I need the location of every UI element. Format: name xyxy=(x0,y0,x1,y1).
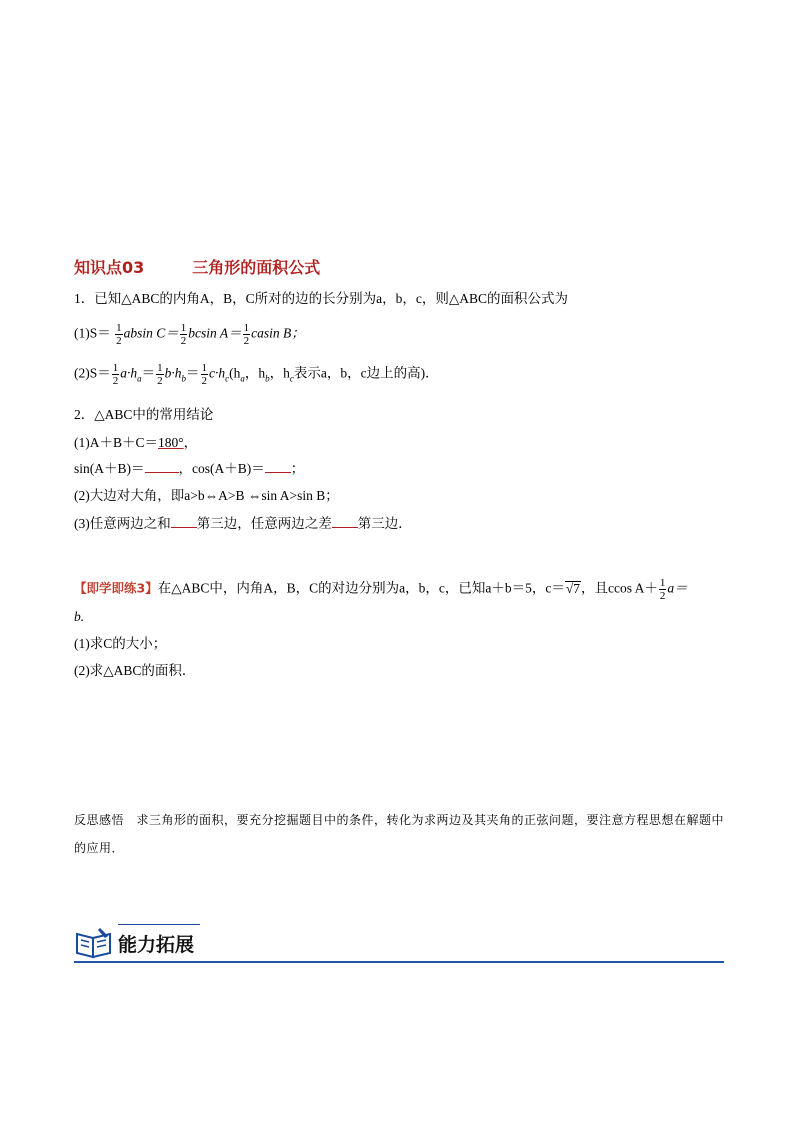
paragraph-1: 1．已知△ABC的内角A，B，C所对的边的长分别为a，b，c，则△ABC的面积公式为 xyxy=(74,291,569,306)
knowledge-point-heading xyxy=(74,255,320,278)
section-title: 能力拓展 xyxy=(118,934,195,956)
formula-2: (2)S＝ $\frac{1}{2}$ $a\cdot h_a=$ $\frac{1}{2}$ $b\cdot h_b=$ $\frac{1}{2}$ $c\cdot h_c(h_a$，$h_b$，$h_c$表示a，b，c边上的高)． xyxy=(74,362,439,387)
paragraph-2: 2．△ABC中的常用结论 xyxy=(74,407,214,422)
exercise-continuation: b. xyxy=(74,609,85,624)
section-top-rule xyxy=(118,924,200,925)
question-2: (2)求△ABC的面积． xyxy=(74,663,196,678)
answer-blank[interactable] xyxy=(265,460,291,473)
answer-blank[interactable] xyxy=(145,460,179,473)
answer-blank[interactable] xyxy=(171,515,197,528)
heading-title: 三角形的面积公式 xyxy=(192,258,321,277)
conclusion-1: (1)A＋B＋C＝180°， xyxy=(74,435,198,450)
answer-blank[interactable] xyxy=(332,515,358,528)
conclusion-trig: sin(A＋B)＝ ，cos(A＋B)＝ ； xyxy=(74,461,305,476)
reflection-note: 反思感悟 求三角形的面积，要充分挖掘题目中的条件，转化为求两边及其夹角的正弦问题，要注意方程思想在解题中的应用． xyxy=(74,813,725,855)
question-1: (1)求C的大小； xyxy=(74,636,167,651)
heading-label: 知识点03 xyxy=(74,258,145,277)
exercise-line: 【即学即练3】在△ABC中，内角A，B，C的对边分别为a，b，c，已知a＋b＝5，c＝√7，且ccos A＋ $\frac{1}{2}$ a＝ xyxy=(74,577,688,602)
conclusion-2: (2)大边对大角，即a>b⇔A>B ⇔sin A>sin B； xyxy=(74,488,339,503)
formula-1: (1)S＝ $\frac{1}{2}$ absin C＝ $\frac{1}{2}$ bcsin A＝ $\frac{1}{2}$ casin B； xyxy=(74,322,305,347)
exercise-tag: 【即学即练3】 xyxy=(74,580,158,596)
book-icon xyxy=(74,926,114,965)
conclusion-3: (3)任意两边之和 第三边，任意两边之差 第三边． xyxy=(74,516,412,531)
section-bottom-rule xyxy=(74,961,724,963)
